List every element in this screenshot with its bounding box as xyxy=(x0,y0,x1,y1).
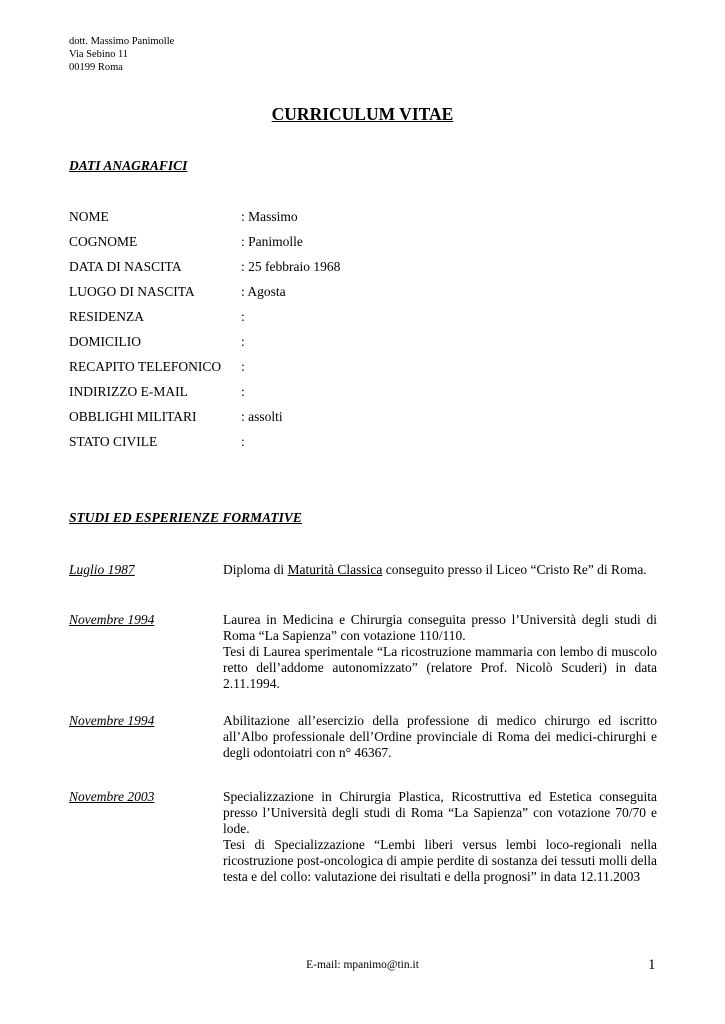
document-title: CURRICULUM VITAE xyxy=(271,104,454,124)
field-label-stato-civile: STATO CIVILE xyxy=(69,434,158,449)
entry-paragraph: Tesi di Specializzazione “Lembi liberi versus lembi loco-regionali nella ricostruzione post-oncologica di ampie perdite di sostanza dei tessuti molli della testa e del collo: valutazione dei risultati e della prognosi” in data 12.11.2003 xyxy=(223,837,657,884)
entry-date-1994-laurea: Novembre 1994 xyxy=(69,612,155,627)
field-value-stato-civile: : xyxy=(241,434,245,449)
field-label-domicilio: DOMICILIO xyxy=(69,334,141,349)
field-label-obblighi-militari: OBBLIGHI MILITARI xyxy=(69,409,197,424)
header-city: 00199 Roma xyxy=(69,62,123,73)
field-value-cognome: : Panimolle xyxy=(241,234,303,249)
header-street: Via Sebino 11 xyxy=(69,49,129,60)
footer-email: E-mail: mpanimo@tin.it xyxy=(306,959,419,971)
field-label-data-nascita: DATA DI NASCITA xyxy=(69,259,182,274)
entry-text-1987 xyxy=(223,562,657,578)
entry-text-pre: Diploma di xyxy=(223,562,288,577)
entry-date-1987: Luglio 1987 xyxy=(69,562,135,577)
section-dati-anagrafici: DATI ANAGRAFICI xyxy=(69,158,188,173)
field-value-domicilio: : xyxy=(241,334,245,349)
field-label-indirizzo-email: INDIRIZZO E-MAIL xyxy=(69,384,188,399)
field-label-nome: NOME xyxy=(69,209,109,224)
section-studi: STUDI ED ESPERIENZE FORMATIVE xyxy=(69,510,302,525)
entry-text-2003 xyxy=(223,789,657,885)
field-label-cognome: COGNOME xyxy=(69,234,138,249)
field-value-obblighi-militari: : assolti xyxy=(241,409,283,424)
field-label-luogo-nascita: LUOGO DI NASCITA xyxy=(69,284,195,299)
entry-paragraph: Laurea in Medicina e Chirurgia conseguita presso l’Università degli studi di Roma “La Sapienza” con votazione 110/110. xyxy=(223,612,657,643)
entry-paragraph: Specializzazione in Chirurgia Plastica, Ricostruttiva ed Estetica conseguita presso l’Università degli studi di Roma “La Sapienza” con votazione 70/70 e lode. xyxy=(223,789,657,836)
entry-date-2003: Novembre 2003 xyxy=(69,789,155,804)
entry-paragraph: Tesi di Laurea sperimentale “La ricostruzione mammaria con lembo di muscolo retto dell’addome autonomizzato” (relatore Prof. Nicolò Scuderi) in data 2.11.1994. xyxy=(223,644,657,691)
field-value-luogo-nascita: : Agosta xyxy=(241,284,286,299)
entry-paragraph: Abilitazione all’esercizio della professione di medico chirurgo ed iscritto all’Albo professionale dell’Ordine provinciale di Roma dei medici-chirurghi e degli odontoiatri con n° 46367. xyxy=(223,713,657,760)
field-label-residenza: RESIDENZA xyxy=(69,309,144,324)
field-value-data-nascita: : 25 febbraio 1968 xyxy=(241,259,341,274)
entry-text-highlight: Maturità Classica xyxy=(287,562,383,577)
header-name: dott. Massimo Panimolle xyxy=(69,36,175,47)
entry-text-1994-laurea xyxy=(223,612,657,692)
field-value-recapito-telefonico: : xyxy=(241,359,245,374)
entry-text-post: conseguito presso il Liceo “Cristo Re” di Roma. xyxy=(382,562,647,577)
field-value-nome: : Massimo xyxy=(241,209,298,224)
page-number: 1 xyxy=(648,957,656,973)
field-value-residenza: : xyxy=(241,309,245,324)
entry-text-1994-abilitazione xyxy=(223,713,657,761)
entry-date-1994-abilitazione: Novembre 1994 xyxy=(69,713,155,728)
field-value-indirizzo-email: : xyxy=(241,384,245,399)
field-label-recapito-telefonico: RECAPITO TELEFONICO xyxy=(69,359,222,374)
